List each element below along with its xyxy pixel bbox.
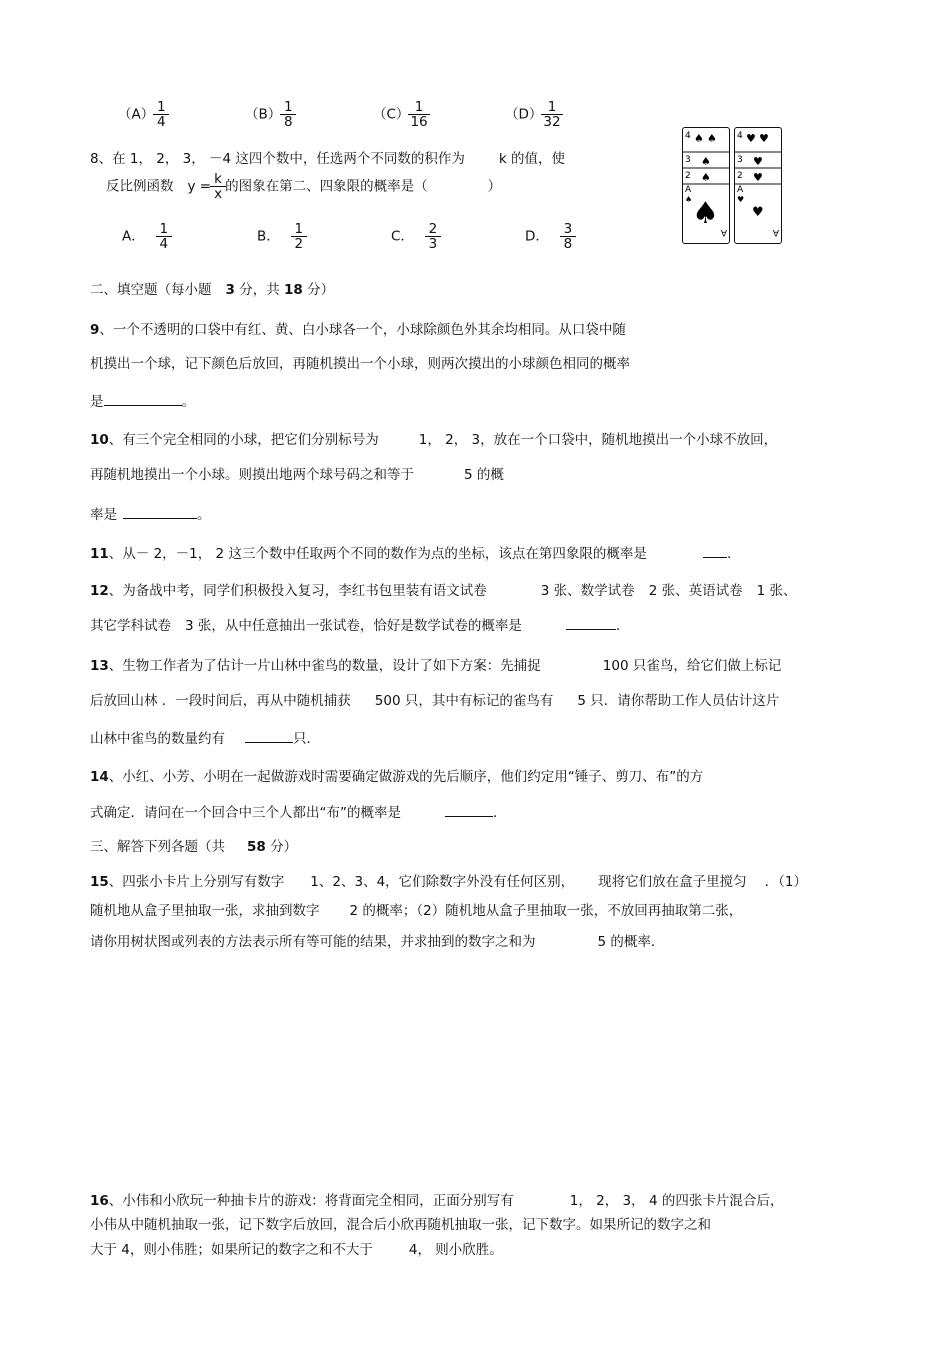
numerator: 1 xyxy=(156,99,166,115)
option-label: （A） xyxy=(118,106,155,123)
q7-option-d xyxy=(505,100,562,129)
heading-number: 3 xyxy=(225,282,235,298)
spade-card-stack xyxy=(682,127,730,244)
numerator: 1 xyxy=(294,221,304,237)
heading-text: 三、解答下列各题（共 xyxy=(90,839,225,855)
q8-option-b xyxy=(257,222,306,251)
fraction-k-over-x xyxy=(211,172,225,201)
answer-blank[interactable] xyxy=(445,804,493,817)
rank-label: 4 xyxy=(685,131,691,141)
heart-icon: ♥ xyxy=(753,171,763,184)
q10-line3 xyxy=(90,503,211,523)
fraction xyxy=(281,100,295,129)
q12-text: 、为备战中考，同学们积极投入复习，李红书包里装有语文试卷 xyxy=(108,583,487,599)
option-label: C． xyxy=(391,228,414,245)
q12-line2 xyxy=(90,614,620,634)
q10-line1 xyxy=(90,428,777,448)
q9-text: 、一个不透明的口袋中有红、黄、白小球各一个，小球除颜色外其余均相同。从口袋中随 xyxy=(99,322,626,338)
q15-line1 xyxy=(90,870,807,890)
spade-icon: ♠ xyxy=(701,155,711,168)
heading-text: 二、填空题（每小题 xyxy=(90,282,212,298)
q15-text: 现将它们放在盒子里搅匀 xyxy=(598,874,747,890)
q8-option-c xyxy=(391,222,440,251)
denominator: 4 xyxy=(156,114,166,131)
q16-line2 xyxy=(90,1213,711,1233)
q13-text: 5 只．请你帮助工作人员估计这片 xyxy=(577,693,780,709)
q12-text: 3 张、数学试卷 xyxy=(540,583,635,599)
question-number: 14 xyxy=(90,769,109,785)
numerator: 1 xyxy=(414,99,424,115)
q16-text: 1， 2， 3， 4 的四张卡片混合后， xyxy=(569,1193,784,1209)
q13-text: 山林中雀鸟的数量约有 xyxy=(90,731,225,747)
denominator: 16 xyxy=(410,114,428,131)
numerator: 3 xyxy=(563,221,573,237)
q8-text: 的图象在第二、四象限的概率是（ xyxy=(225,178,428,195)
q12-text: 其它学科试卷 xyxy=(90,618,171,634)
q7-option-b xyxy=(245,100,295,129)
question-number: 9 xyxy=(90,322,100,338)
q13-text: 后放回山林 ．一段时间后，再从中随机捕获 xyxy=(90,693,351,709)
q15-text: 2 的概率；（2）随机地从盒子里抽取一张，不放回再抽取第二张， xyxy=(349,903,743,919)
q12-line1 xyxy=(90,579,796,599)
q13-line3 xyxy=(90,727,320,747)
q13-line1 xyxy=(90,654,781,674)
numerator: 2 xyxy=(428,221,438,237)
numerator: k xyxy=(214,171,222,187)
q15-text: ．（1） xyxy=(764,874,807,890)
q9-line1 xyxy=(90,318,626,338)
q12-text: . xyxy=(615,618,621,634)
spade-icon: ♠ xyxy=(707,132,717,145)
q13-text: 、生物工作者为了估计一片山林中雀鸟的数量，设计了如下方案：先捕捉 xyxy=(108,658,541,674)
heading-number: 58 xyxy=(247,839,266,855)
q10-text: 再随机地摸出一个小球。则摸出地两个球号码之和等于 xyxy=(90,467,414,483)
fraction xyxy=(542,100,561,129)
rank-label: 3 xyxy=(737,155,743,165)
option-label: B． xyxy=(257,228,280,245)
q10-text: 1， 2， 3，放在一个口袋中，随机地摸出一个小球不放回， xyxy=(418,432,778,448)
q12-text: 3 张，从中任意抽出一张试卷，恰好是数学试卷的概率是 xyxy=(185,618,522,634)
spade-icon: ♠ xyxy=(694,132,704,145)
q16-line3 xyxy=(90,1238,503,1258)
rank-label: 4 xyxy=(737,131,743,141)
denominator: 8 xyxy=(283,114,293,131)
fraction xyxy=(561,222,575,251)
numerator: 1 xyxy=(159,221,169,237)
q9-text: 。 xyxy=(181,394,195,410)
answer-blank[interactable] xyxy=(245,730,293,743)
rank-label: A xyxy=(685,185,692,195)
rank-label: A xyxy=(737,185,744,195)
q16-text: 、小伟和小欣玩一种抽卡片的游戏：将背面完全相同，正面分别写有 xyxy=(108,1193,514,1209)
denominator: 8 xyxy=(563,236,573,253)
question-number: 11 xyxy=(90,546,109,562)
option-label: （C） xyxy=(373,106,410,123)
question-number: 10 xyxy=(90,432,109,448)
question-number: 15 xyxy=(90,874,109,890)
denominator: 4 xyxy=(159,236,169,253)
heart-card-stack xyxy=(734,127,782,244)
q11-line1 xyxy=(90,542,731,562)
q8-line1 xyxy=(90,147,565,167)
spade-icon: ♠ xyxy=(692,196,719,231)
fraction xyxy=(409,100,428,129)
q16-text: 大于 4，则小伟胜；如果所记的数字之和不大于 xyxy=(90,1242,373,1258)
heading-text: 分） xyxy=(270,839,298,855)
spade-icon: ♠ xyxy=(685,195,693,204)
q9-text: 机摸出一个球，记下颜色后放回，再随机摸出一个小球，则两次摸出的小球颜色相同的概率 xyxy=(90,356,630,372)
option-label: （B） xyxy=(245,106,282,123)
q16-text: 小伟从中随机抽取一张，记下数字后放回，混合后小欣再随机抽取一张，记下数字。如果所记的数字之和 xyxy=(90,1217,711,1233)
q14-line1 xyxy=(90,765,703,785)
heart-icon: ♥ xyxy=(759,132,769,145)
option-label: （D） xyxy=(505,106,543,123)
rank-label: 2 xyxy=(737,171,743,181)
heading-number: 18 xyxy=(284,282,303,298)
q10-line2 xyxy=(90,463,504,483)
q15-text: 请你用树状图或列表的方法表示所有等可能的结果，并求抽到的数字之和为 xyxy=(90,934,536,950)
fraction xyxy=(292,222,306,251)
rank-label: 3 xyxy=(685,155,691,165)
q15-text: 1、2、3、4，它们除数字外没有任何区别， xyxy=(310,874,575,890)
rank-label: 2 xyxy=(685,171,691,181)
fraction xyxy=(154,100,168,129)
answer-blank[interactable] xyxy=(566,617,616,630)
heading-text: 分） xyxy=(307,282,335,298)
heart-icon: ♥ xyxy=(753,155,763,168)
q15-line3 xyxy=(90,930,664,950)
q8-line2 xyxy=(106,172,501,201)
denominator: 3 xyxy=(428,236,438,253)
q14-line2 xyxy=(90,801,497,821)
q8-text: k 的值，使 xyxy=(498,151,566,167)
q13-text: 100 只雀鸟，给它们做上标记 xyxy=(602,658,782,674)
q7-option-a xyxy=(118,100,168,129)
q14-text: 式确定．请问在一个回合中三个人都出“布”的概率是 xyxy=(90,805,401,821)
q14-text: 、小红、小芳、小明在一起做游戏时需要确定做游戏的先后顺序，他们约定用“锤子、剪刀、布”的方 xyxy=(108,769,704,785)
function-y: y = xyxy=(187,178,212,195)
q12-text: 1 张、 xyxy=(756,583,797,599)
q8-text: 8、在 1， 2， 3， －4 这四个数中，任选两个不同数的积作为 xyxy=(90,151,465,167)
q12-text: 2 张、英语试卷 xyxy=(648,583,743,599)
q10-text: 。 xyxy=(197,507,211,523)
question-number: 12 xyxy=(90,583,109,599)
q11-text: 、从－ 2，－1， 2 这三个数中任取两个不同的数作为点的坐标，该点在第四象限的概率是 xyxy=(108,546,647,562)
heart-cards-illustration xyxy=(735,128,781,243)
heart-icon: ♥ xyxy=(737,195,745,204)
spade-icon: ♠ xyxy=(701,171,711,184)
denominator: 32 xyxy=(543,114,561,131)
q13-text: 500 只，其中有标记的雀鸟有 xyxy=(374,693,554,709)
answer-blank[interactable] xyxy=(703,545,727,558)
q10-text: 率是 xyxy=(90,507,117,523)
heart-icon: ♥ xyxy=(752,205,764,220)
q15-text: 5 的概率． xyxy=(597,934,665,950)
q15-line2 xyxy=(90,899,742,919)
q10-text: 5 的概 xyxy=(464,467,504,483)
q13-text: 只． xyxy=(293,731,320,747)
q8-text: 反比例函数 xyxy=(106,178,174,195)
answer-blank[interactable] xyxy=(123,506,197,519)
q10-text: 、有三个完全相同的小球，把它们分别标号为 xyxy=(108,432,379,448)
option-label: D． xyxy=(525,228,549,245)
q8-text: ） xyxy=(487,178,502,195)
q11-text: . xyxy=(726,546,732,562)
numerator: 1 xyxy=(547,99,557,115)
option-label: A． xyxy=(122,228,145,245)
rank-label: A xyxy=(772,227,779,237)
q14-text: . xyxy=(493,805,498,821)
heart-icon: ♥ xyxy=(746,132,756,145)
q9-line3 xyxy=(90,390,195,410)
answer-blank[interactable] xyxy=(104,393,182,406)
section-3-heading xyxy=(90,835,297,855)
q7-option-c xyxy=(373,100,429,129)
question-number: 16 xyxy=(90,1193,109,1209)
denominator: 2 xyxy=(294,236,304,253)
fraction xyxy=(157,222,171,251)
question-number: 13 xyxy=(90,658,109,674)
q15-text: 、四张小卡片上分别写有数字 xyxy=(108,874,285,890)
q9-line2 xyxy=(90,352,630,372)
q16-line1 xyxy=(90,1189,783,1209)
rank-label: A xyxy=(720,227,727,237)
heading-text: 分，共 xyxy=(239,282,280,298)
q8-option-d xyxy=(525,222,575,251)
numerator: 1 xyxy=(283,99,293,115)
denominator: x xyxy=(214,186,223,203)
spade-cards-illustration xyxy=(683,128,729,243)
q13-line2 xyxy=(90,689,779,709)
q9-text: 是 xyxy=(90,394,104,410)
q16-text: 4， 则小欣胜。 xyxy=(408,1242,503,1258)
section-2-heading xyxy=(90,278,334,298)
q15-text: 随机地从盒子里抽取一张，求抽到数字 xyxy=(90,903,320,919)
fraction xyxy=(426,222,440,251)
q8-option-a xyxy=(122,222,171,251)
